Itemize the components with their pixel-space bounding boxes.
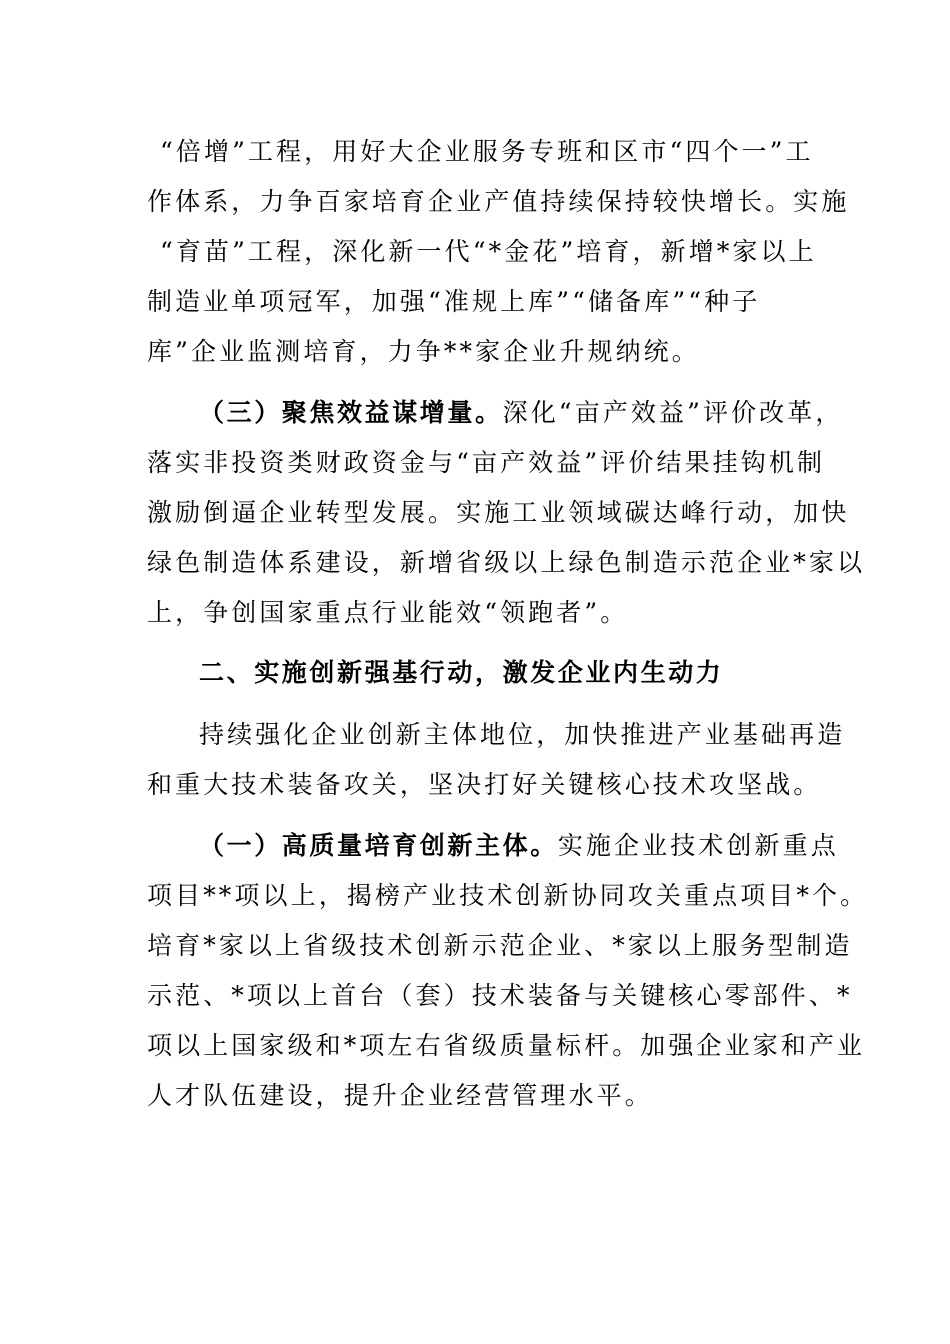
paragraph-4-line-4: 示范、*项以上首台（套）技术装备与关键核心零部件、* [147,981,853,1010]
paragraph-2-line-3: 激励倒逼企业转型发展。实施工业领域碳达峰行动，加快 [147,498,850,527]
paragraph-1-line-3: “育苗”工程，深化新一代“*金花”培育，新增*家以上 [160,237,817,266]
paragraph-4-line-2: 项目**项以上，揭榜产业技术创新协同攻关重点项目*个。 [147,881,869,910]
section-title-2: 二、实施创新强基行动，激发企业内生动力 [199,658,724,687]
paragraph-1-line-2: 作体系，力争百家培育企业产值持续保持较快增长。实施 [147,187,850,216]
paragraph-1-line-1: “倍增”工程，用好大企业服务专班和区市“四个一”工 [160,137,814,166]
subheading-1: （一）高质量培育创新主体。 [199,831,558,860]
paragraph-4-text-1: 实施企业技术创新重点 [557,831,839,860]
paragraph-4-line-5: 项以上国家级和*项左右省级质量标杆。加强企业家和产业 [147,1031,866,1060]
paragraph-3-line-1: 持续强化企业创新主体地位，加快推进产业基础再造 [199,720,846,749]
paragraph-4-line-3: 培育*家以上省级技术创新示范企业、*家以上服务型制造 [147,931,853,960]
paragraph-2-text-1: 深化“亩产效益”评价改革， [502,398,844,427]
paragraph-2-line-5: 上，争创国家重点行业能效“领跑者”。 [147,598,629,627]
paragraph-4-line-1 [199,828,879,864]
paragraph-4-line-6: 人才队伍建设，提升企业经营管理水平。 [147,1081,653,1110]
paragraph-1-line-5: 库”企业监测培育，力争**家企业升规纳统。 [147,337,700,366]
paragraph-3-line-2: 和重大技术装备攻关，坚决打好关键核心技术攻坚战。 [147,770,822,799]
paragraph-1-line-4: 制造业单项冠军，加强“准规上库”“储备库”“种子 [147,287,761,316]
paragraph-2-line-2: 落实非投资类财政资金与“亩产效益”评价结果挂钩机制 [147,448,826,477]
paragraph-2-line-1 [199,395,879,431]
subheading-3: （三）聚焦效益谋增量。 [199,398,503,427]
paragraph-2-line-4: 绿色制造体系建设，新增省级以上绿色制造示范企业*家以 [147,548,866,577]
